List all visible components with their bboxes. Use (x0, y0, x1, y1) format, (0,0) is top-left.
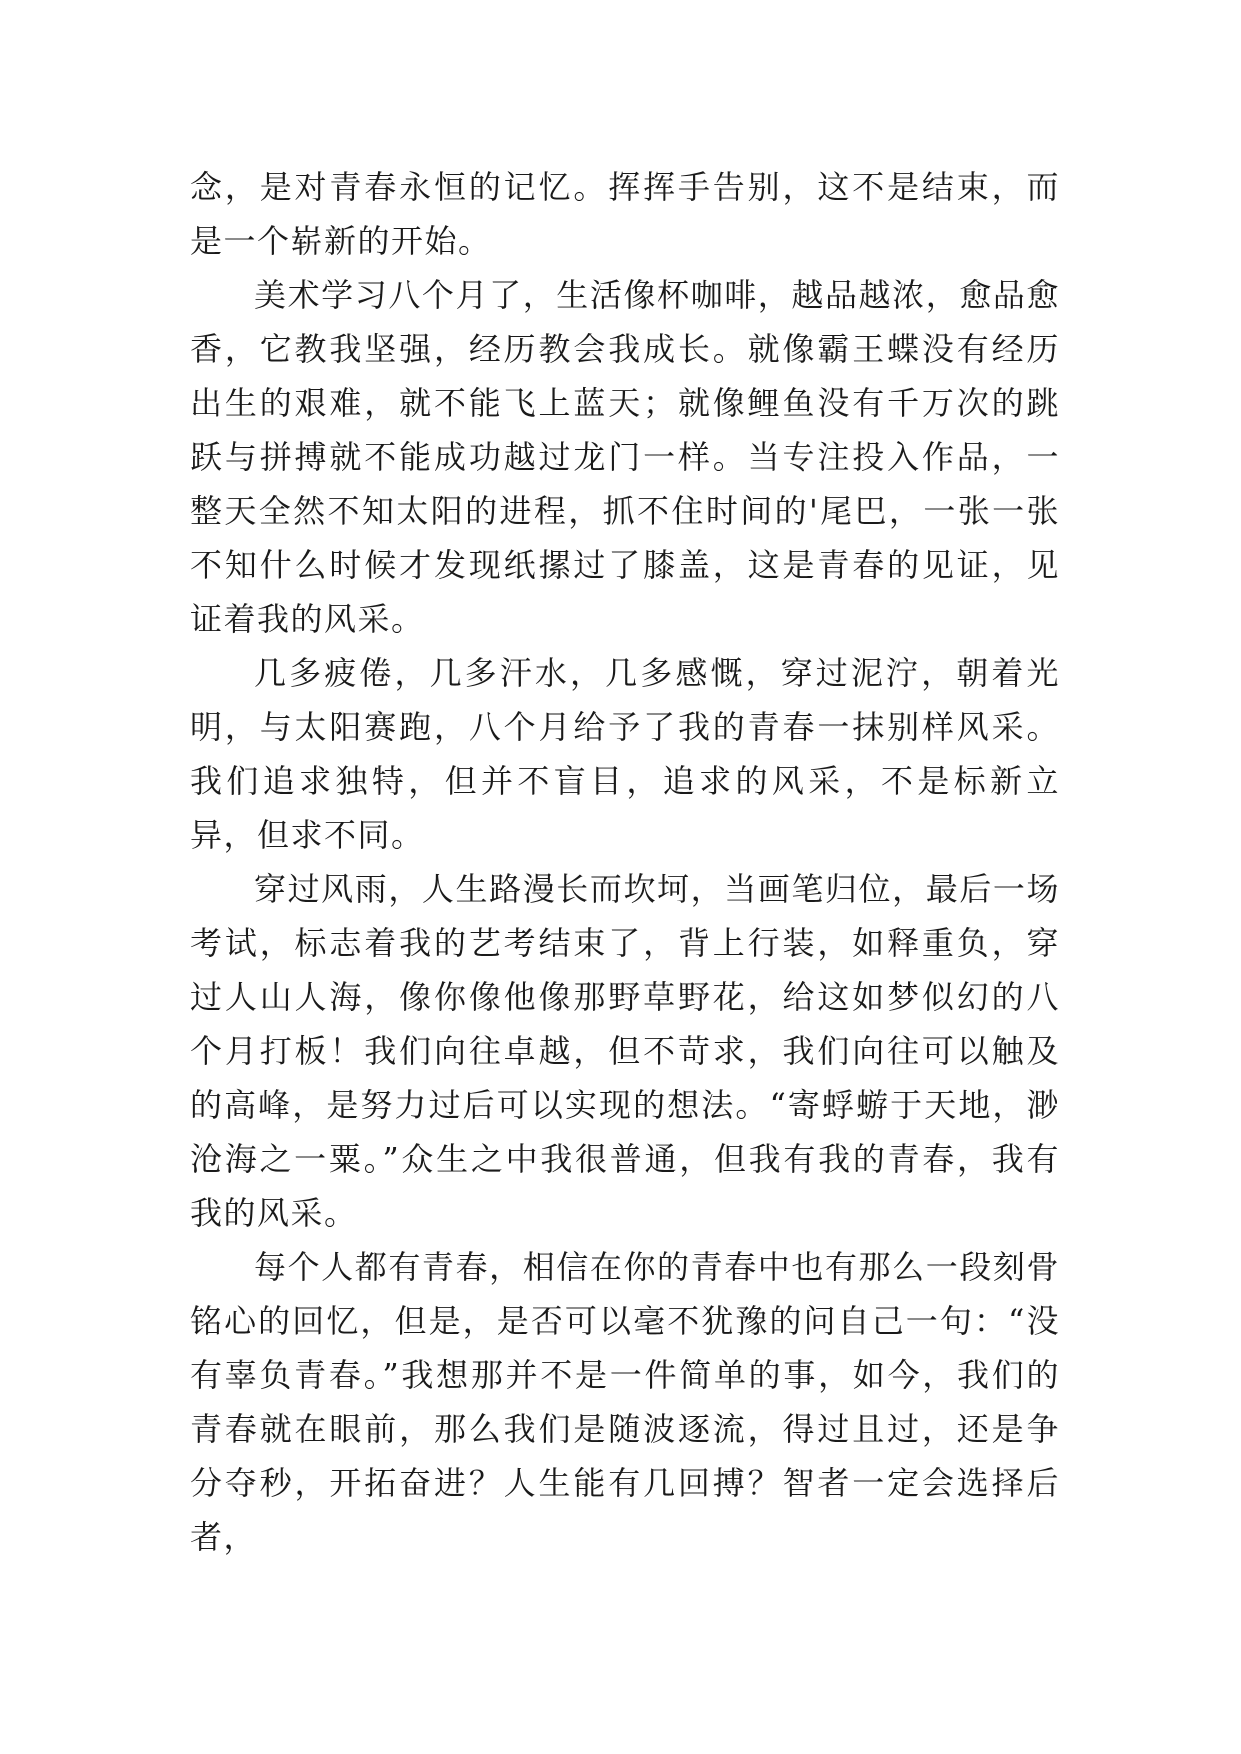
paragraph: 美术学习八个月了，生活像杯咖啡，越品越浓，愈品愈香，它教我坚强，经历教会我成长。就像霸王蝶没有经历出生的艰难，就不能飞上蓝天；就像鲤鱼没有千万次的跳跃与拼搏就不能成功越过龙门一样。当专注投入作品，一整天全然不知太阳的进程，抓不住时间的'尾巴，一张一张不知什么时候才发现纸摞过了膝盖，这是青春的见证，见证着我的风采。 (190, 276, 1060, 638)
document-body (190, 160, 1060, 1564)
paragraph: 几多疲倦，几多汗水，几多感慨，穿过泥泞，朝着光明，与太阳赛跑，八个月给予了我的青春一抹别样风采。我们追求独特，但并不盲目，追求的风采，不是标新立异，但求不同。 (190, 654, 1060, 854)
paragraph: 穿过风雨，人生路漫长而坎坷，当画笔归位，最后一场考试，标志着我的艺考结束了，背上行装，如释重负，穿过人山人海，像你像他像那野草野花，给这如梦似幻的八个月打板！我们向往卓越，但不苛求，我们向往可以触及的高峰，是努力过后可以实现的想法。“寄蜉蝣于天地，渺沧海之一粟。”众生之中我很普通，但我有我的青春，我有我的风采。 (190, 870, 1060, 1232)
paragraph-continuation: 念，是对青春永恒的记忆。挥挥手告别，这不是结束，而是一个崭新的开始。 (190, 168, 1060, 260)
paragraph: 每个人都有青春，相信在你的青春中也有那么一段刻骨铭心的回忆，但是，是否可以毫不犹豫的问自己一句：“没有辜负青春。”我想那并不是一件简单的事，如今，我们的青春就在眼前，那么我们是随波逐流，得过且过，还是争分夺秒，开拓奋进？人生能有几回搏？智者一定会选择后者， (190, 1248, 1060, 1556)
